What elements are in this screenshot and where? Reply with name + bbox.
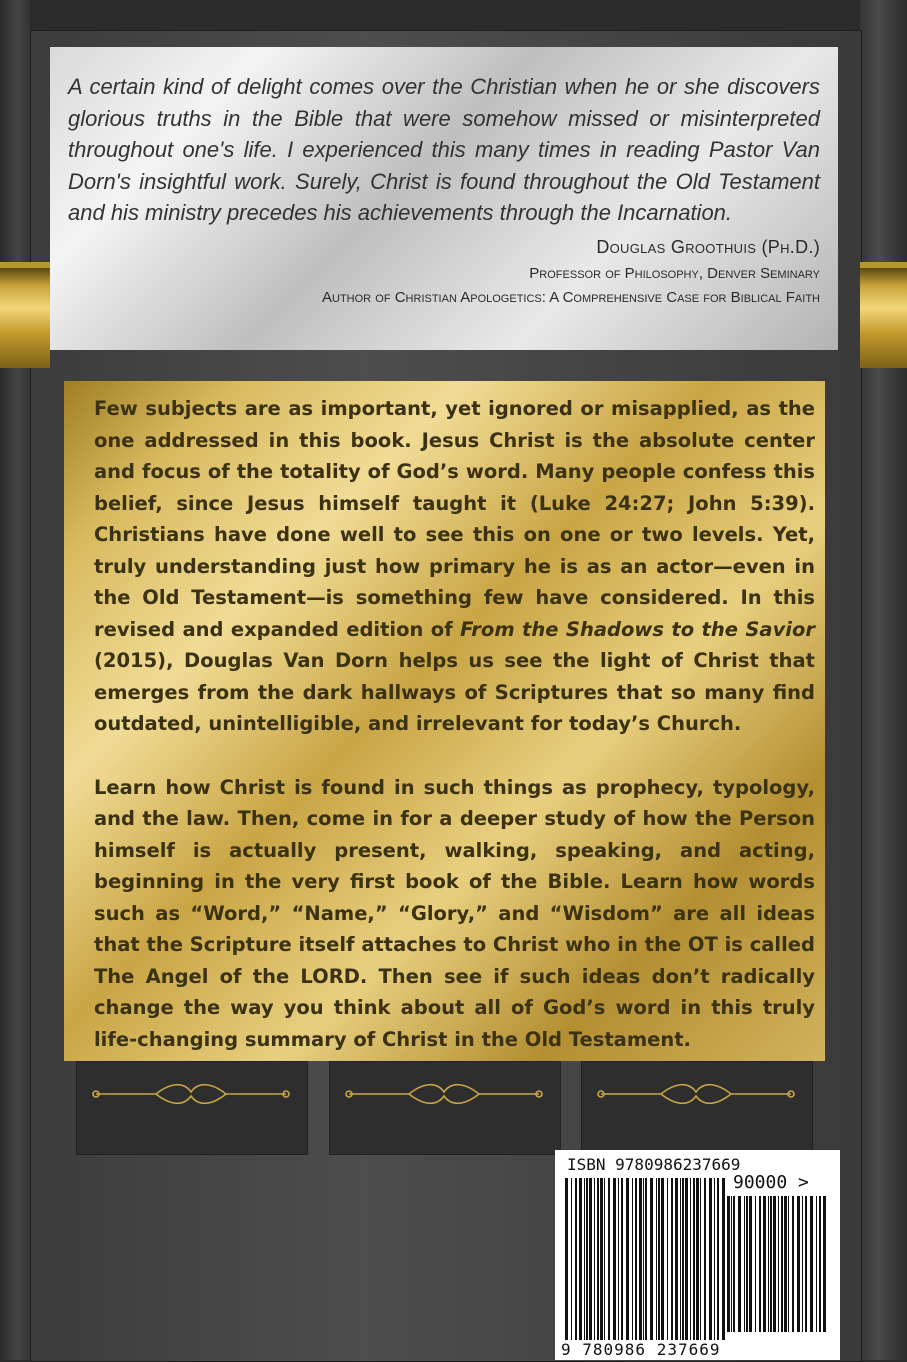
ean-barcode-icon: [565, 1178, 725, 1340]
description-paragraph-2: Learn how Christ is found in such things as prophecy, typology, and the law. Then, come in for a deeper study of how the Person himself is actually present, walking, speaking, and acting, beginning in the very first book of the Bible. Learn how words such as “Word,” “Name,” “Glory,” and “Wisdom” are all ideas that the Scripture itself attaches to Christ who in the OT is called The Angel of the LORD. Then see if such ideas don’t radically change the way you think about all of God’s word in this truly life-changing summary of Christ in the Old Testament.: [94, 775, 815, 1051]
right-frame: [860, 0, 907, 1360]
addon-barcode-icon: [727, 1196, 827, 1332]
endorsement-quote: A certain kind of delight comes over the Christian when he or she discovers glorious truths in the Bible that were somehow missed or misinterpreted throughout one's life. I experienced this many times in reading Pastor Van Dorn's insightful work. Surely, Christ is found throughout the Old Testament and his ministry precedes his achievements through the Incarnation.: [68, 74, 820, 225]
endorser-name: Douglas Groothuis (Ph.D.): [596, 236, 820, 257]
endorser-title: Professor of Philosophy, Denver Seminary: [529, 264, 820, 282]
barcode-box: [555, 1150, 840, 1360]
gold-band-left: [0, 268, 50, 368]
endorsement-box: [50, 47, 838, 350]
price-addon: 90000 >: [733, 1172, 809, 1193]
gold-band-right: [860, 268, 907, 368]
scroll-ornament-icon: [339, 1078, 549, 1110]
book-title: From the Shadows to the Savior: [460, 617, 815, 641]
endorsement-attribution: [68, 237, 820, 306]
description-text: Few subjects are as important, yet ignored or misapplied, as the one addressed in this book. Jesus Christ is the absolute center and focus of the totality of God’s word. Many people confess this belief, since Jesus himself taught it (Luke 24:27; John 5:39). Christians have done well to see this on one or two levels. Yet, truly understanding just how primary he is as an actor—even in the Old Testament—is something few have considered. In this revised and expanded edition of: [94, 397, 815, 641]
description-box: [64, 381, 825, 1061]
scroll-ornament-icon: [86, 1078, 296, 1110]
isbn-digits: 9 780986 237669: [561, 1340, 721, 1359]
description-paragraph-1: [94, 393, 815, 740]
endorser-book: Author of Christian Apologetics: A Comprehensive Case for Biblical Faith: [322, 288, 820, 306]
scroll-ornament-icon: [591, 1078, 801, 1110]
description-text: (2015), Douglas Van Dorn helps us see the light of Christ that emerges from the dark hallways of Scriptures that so many find outdated, unintelligible, and irrelevant for today’s Church.: [94, 649, 815, 735]
left-frame: [0, 0, 30, 1360]
isbn-label: ISBN 9780986237669: [567, 1155, 741, 1174]
